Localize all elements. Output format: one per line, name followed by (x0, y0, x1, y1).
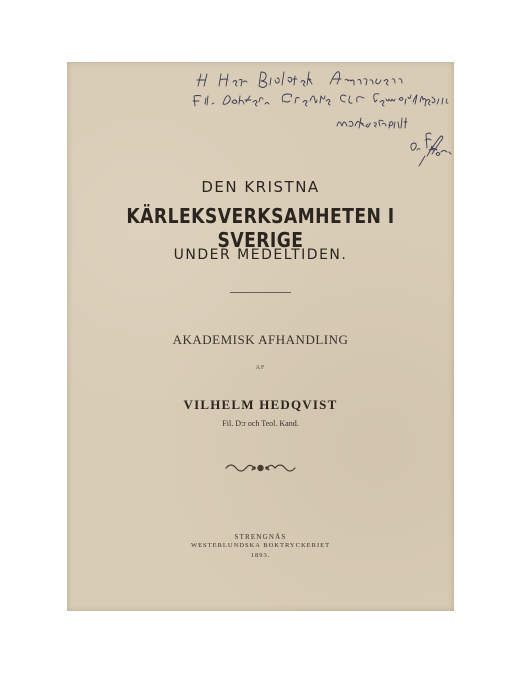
ornament-icon (224, 461, 297, 475)
author-name: VILHELM HEDQVIST (183, 397, 338, 412)
by-line: AF (255, 365, 266, 371)
subtitle: AKADEMISK AFHANDLING (172, 332, 349, 347)
imprint-year: 1893. (250, 552, 271, 559)
title-line-2: KÄRLEKSVERKSAMHETEN I SVERIGE (126, 204, 395, 252)
imprint-printer: WESTERLUNDSKA BOKTRYCKERIET (190, 542, 331, 549)
title-divider (230, 292, 291, 293)
imprint-place: STRENGNÄS (234, 533, 287, 541)
title-line-1: DEN KRISTNA (201, 178, 320, 196)
title-page (67, 62, 454, 611)
handwritten-inscription (187, 66, 457, 176)
title-line-3: UNDER MEDELTIDEN. (173, 247, 348, 263)
author-degree: Fil. D:r och Teol. Kand. (222, 419, 299, 428)
